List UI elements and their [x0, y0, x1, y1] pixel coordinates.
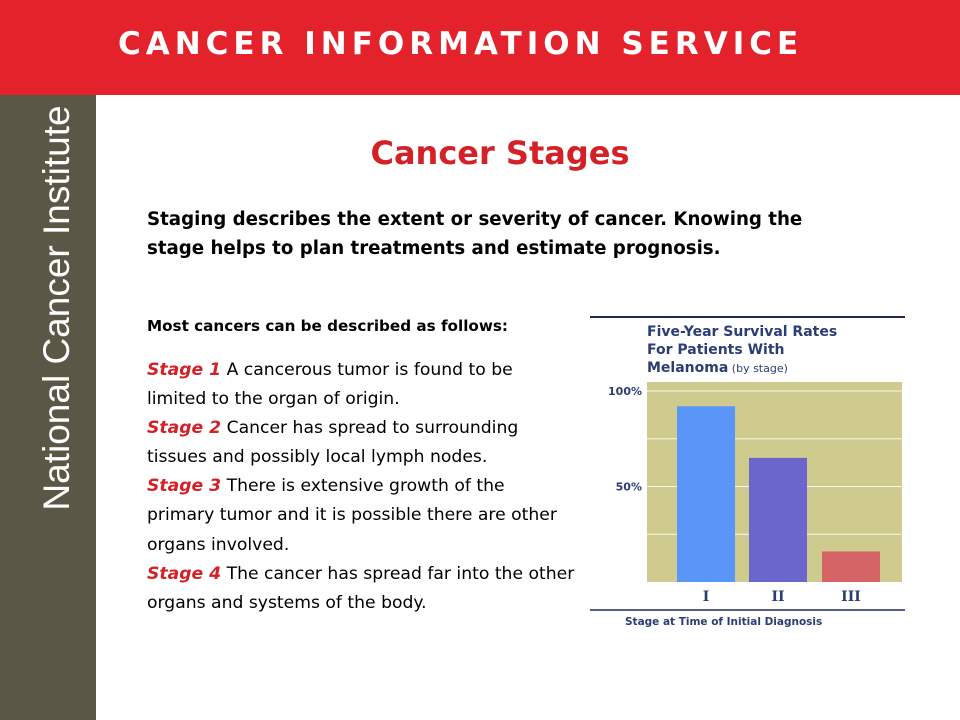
stage-label: Stage 4 — [147, 563, 222, 584]
stage-description: The cancer has spread far into the other organs and systems of the body. — [147, 563, 575, 613]
stages-lead: Most cancers can be described as follows: — [147, 317, 508, 335]
bar-stage-3 — [822, 551, 880, 582]
bar-stage-2 — [749, 458, 807, 582]
category-labels — [703, 589, 861, 605]
survival-chart-svg — [585, 312, 910, 632]
stage-item — [147, 414, 577, 472]
chart-title-line-3 — [647, 360, 788, 376]
chart-title-line-1: Five-Year Survival Rates — [647, 324, 838, 340]
stage-description: A cancerous tumor is found to be limited to the organ of origin. — [147, 360, 513, 410]
y-ticks — [608, 385, 642, 494]
y-tick-label: 100% — [608, 385, 642, 398]
stage-description: There is extensive growth of the primary tumor and it is possible there are other organs involved. — [147, 476, 557, 555]
stage-label: Stage 1 — [147, 360, 222, 380]
y-tick-label: 50% — [615, 480, 642, 494]
stage-item — [147, 356, 577, 414]
category-label: II — [771, 589, 785, 605]
category-label: III — [841, 589, 861, 605]
chart-title-bold: Melanoma — [647, 360, 729, 376]
sidebar-institute-name: National Cancer Institute — [36, 105, 77, 511]
bar-stage-1 — [677, 406, 735, 582]
chart-title-line-2: For Patients With — [647, 342, 785, 358]
category-label: I — [702, 589, 710, 605]
stage-list — [147, 356, 577, 618]
banner-title: CANCER INFORMATION SERVICE — [118, 26, 804, 62]
intro-paragraph: Staging describes the extent or severity of cancer. Knowing the stage helps to plan treatments and estimate prognosis. — [147, 209, 803, 259]
survival-chart — [585, 312, 910, 632]
stage-description: Cancer has spread to surrounding tissues and possibly local lymph nodes. — [147, 418, 519, 468]
stage-item — [147, 472, 577, 559]
top-banner — [0, 0, 960, 95]
stage-label: Stage 2 — [147, 418, 222, 439]
chart-title-suffix: (by stage) — [728, 362, 788, 375]
slide-title: Cancer Stages — [370, 134, 630, 172]
stage-label: Stage 3 — [147, 476, 222, 497]
chart-xlabel: Stage at Time of Initial Diagnosis — [625, 616, 823, 628]
stage-item — [147, 560, 577, 618]
